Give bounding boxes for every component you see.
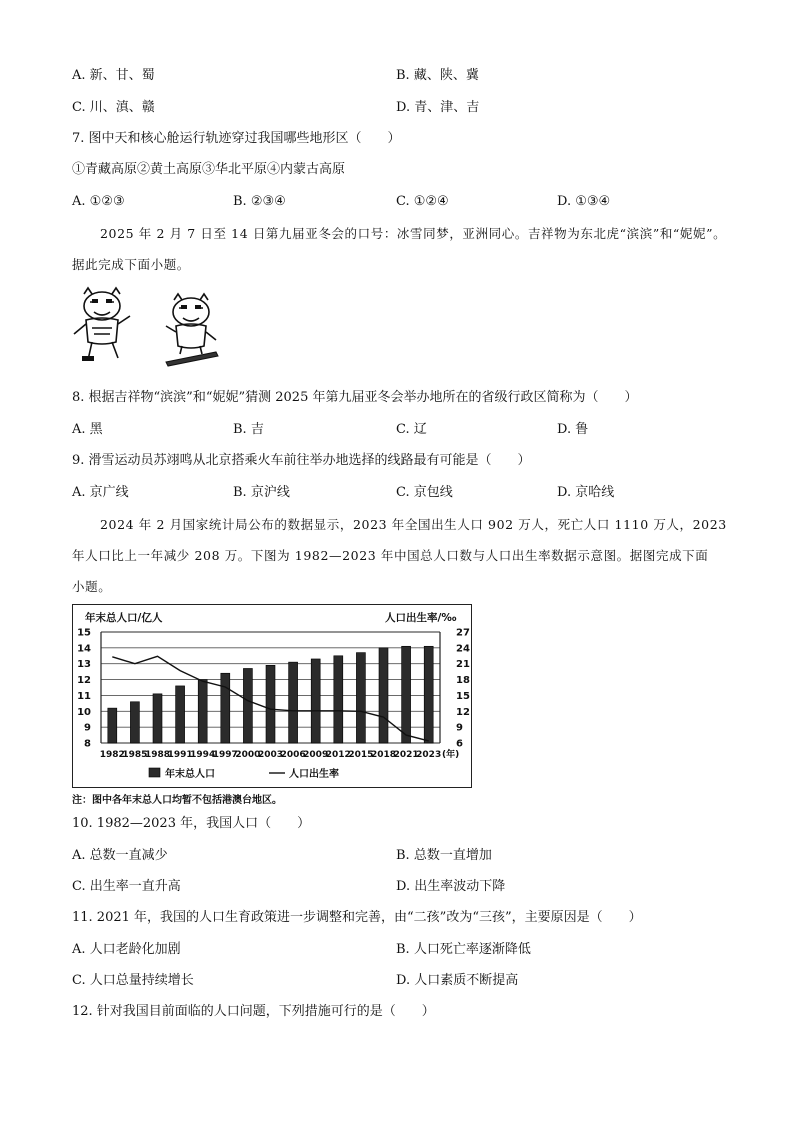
- chart-note: 注：图中各年末总人口均暂不包括港澳台地区。: [72, 795, 282, 806]
- q9-option-c[interactable]: C. 京包线: [396, 485, 453, 500]
- x-tick-label: 2021: [393, 750, 419, 760]
- passage2-line3: 小题。: [72, 579, 112, 594]
- bar-1985: [130, 702, 139, 743]
- bar-2006: [289, 662, 298, 743]
- q6-option-b[interactable]: B. 藏、陕、冀: [396, 68, 479, 83]
- bar-2009: [311, 659, 320, 743]
- y-left-tick-label: 11: [77, 690, 91, 702]
- x-tick-label: 1994: [190, 750, 216, 760]
- population-chart-svg: [73, 605, 471, 787]
- bar-2018: [379, 648, 388, 743]
- q7-option-d[interactable]: D. ①③④: [557, 194, 611, 209]
- q8-option-d[interactable]: D. 鲁: [557, 422, 589, 437]
- q7-option-a[interactable]: A. ①②③: [72, 194, 125, 209]
- x-tick-label: 2012: [325, 750, 351, 760]
- q6-option-c[interactable]: C. 川、滇、赣: [72, 100, 155, 115]
- q10-option-d[interactable]: D. 出生率波动下降: [396, 879, 506, 894]
- y-left-tick-label: 9: [84, 722, 91, 734]
- passage2-line1: 2024 年 2 月国家统计局公布的数据显示，2023 年全国出生人口 902 万人，死亡人口 1110 万人，2023: [100, 517, 727, 532]
- q7-option-b[interactable]: B. ②③④: [233, 194, 286, 209]
- q11-option-b[interactable]: B. 人口死亡率逐渐降低: [396, 942, 531, 957]
- q11-option-d[interactable]: D. 人口素质不断提高: [396, 973, 519, 988]
- y-left-tick-label: 15: [77, 627, 91, 639]
- q7-option-c[interactable]: C. ①②④: [396, 194, 449, 209]
- y-right-tick-label: 24: [456, 643, 470, 655]
- y-right-axis-title: 人口出生率/‰: [385, 612, 457, 624]
- y-left-tick-label: 8: [84, 738, 91, 750]
- q8-option-b[interactable]: B. 吉: [233, 422, 264, 437]
- bar-2000: [243, 668, 252, 743]
- q10-stem: 10. 1982—2023 年，我国人口（ ）: [72, 816, 311, 831]
- q9-stem: 9. 滑雪运动员苏翊鸣从北京搭乘火车前往举办地选择的线路最有可能是（ ）: [72, 453, 531, 468]
- y-right-tick-label: 21: [456, 659, 470, 671]
- q11-option-c[interactable]: C. 人口总量持续增长: [72, 973, 194, 988]
- q10-option-a[interactable]: A. 总数一直减少: [72, 848, 168, 863]
- passage1-line1: 2025 年 2 月 7 日至 14 日第九届亚冬会的口号：冰雪同梦，亚洲同心。吉祥物为东北虎“滨滨”和“妮妮”。: [100, 226, 727, 241]
- q8-stem: 8. 根据吉祥物“滨滨”和“妮妮”猜测 2025 年第九届亚冬会举办地所在的省级行政区简称为（ ）: [72, 390, 638, 405]
- x-tick-label: 1985: [122, 750, 148, 760]
- x-tick-label: 1988: [144, 750, 171, 760]
- y-left-tick-label: 10: [77, 706, 91, 718]
- x-tick-label: 2018: [370, 750, 397, 760]
- q6-option-d[interactable]: D. 青、津、吉: [396, 100, 480, 115]
- bar-2023: [424, 646, 433, 743]
- bar-2015: [356, 653, 365, 743]
- bar-1994: [198, 680, 207, 743]
- q8-option-a[interactable]: A. 黑: [72, 422, 103, 437]
- x-tick-label: 2015: [348, 750, 374, 760]
- bar-2021: [402, 646, 411, 743]
- bar-1988: [153, 694, 162, 743]
- legend-line-label: 人口出生率: [289, 769, 339, 780]
- x-tick-label: 2003: [257, 750, 284, 760]
- x-tick-label: 1997: [212, 750, 238, 760]
- q11-stem: 11. 2021 年，我国的人口生育政策进一步调整和完善，由“二孩”改为“三孩”，主要原因是（ ）: [72, 910, 642, 925]
- x-tick-label: 2023: [416, 750, 442, 760]
- y-right-tick-label: 27: [456, 627, 470, 639]
- y-left-axis-title: 年末总人口/亿人: [85, 612, 163, 624]
- mascot-nini-image: [162, 292, 220, 368]
- y-right-tick-label: 6: [456, 738, 463, 750]
- q9-option-a[interactable]: A. 京广线: [72, 485, 129, 500]
- q10-option-b[interactable]: B. 总数一直增加: [396, 848, 492, 863]
- y-left-tick-label: 14: [77, 643, 91, 655]
- q8-option-c[interactable]: C. 辽: [396, 422, 427, 437]
- bar-2003: [266, 665, 275, 743]
- x-tick-label: 2009: [303, 750, 329, 760]
- x-tick-label: 1982: [99, 750, 125, 760]
- q7-stem: 7. 图中天和核心舱运行轨迹穿过我国哪些地形区（ ）: [72, 131, 401, 146]
- q9-option-b[interactable]: B. 京沪线: [233, 485, 290, 500]
- q9-option-d[interactable]: D. 京哈线: [557, 485, 615, 500]
- x-axis-unit: (年): [442, 750, 460, 760]
- legend-bar-label: 年末总人口: [165, 769, 215, 780]
- passage2-line2: 年人口比上一年减少 208 万。下图为 1982—2023 年中国总人口数与人口出生率数据示意图。据图完成下面: [72, 548, 709, 563]
- y-left-tick-label: 12: [77, 675, 91, 687]
- legend-bar-swatch: [149, 768, 160, 777]
- y-right-tick-label: 15: [456, 690, 470, 702]
- y-right-tick-label: 18: [456, 675, 470, 687]
- q7-items: ①青藏高原②黄土高原③华北平原④内蒙古高原: [72, 162, 346, 177]
- y-right-tick-label: 9: [456, 722, 463, 734]
- y-right-tick-label: 12: [456, 706, 470, 718]
- passage1-line2: 据此完成下面小题。: [72, 257, 190, 272]
- q6-option-a[interactable]: A. 新、甘、蜀: [72, 68, 155, 83]
- q12-stem: 12. 针对我国目前面临的人口问题，下列措施可行的是（ ）: [72, 1004, 435, 1019]
- q10-option-c[interactable]: C. 出生率一直升高: [72, 879, 181, 894]
- bar-1982: [108, 708, 117, 743]
- mascot-binbin-image: [72, 286, 132, 362]
- bar-1991: [176, 686, 185, 743]
- x-tick-label: 1991: [167, 750, 193, 760]
- population-chart: [72, 604, 472, 788]
- bar-1997: [221, 673, 230, 743]
- y-left-tick-label: 13: [77, 659, 91, 671]
- q11-option-a[interactable]: A. 人口老龄化加剧: [72, 942, 181, 957]
- bar-2012: [334, 656, 343, 743]
- x-tick-label: 2000: [235, 750, 261, 760]
- x-tick-label: 2006: [280, 750, 306, 760]
